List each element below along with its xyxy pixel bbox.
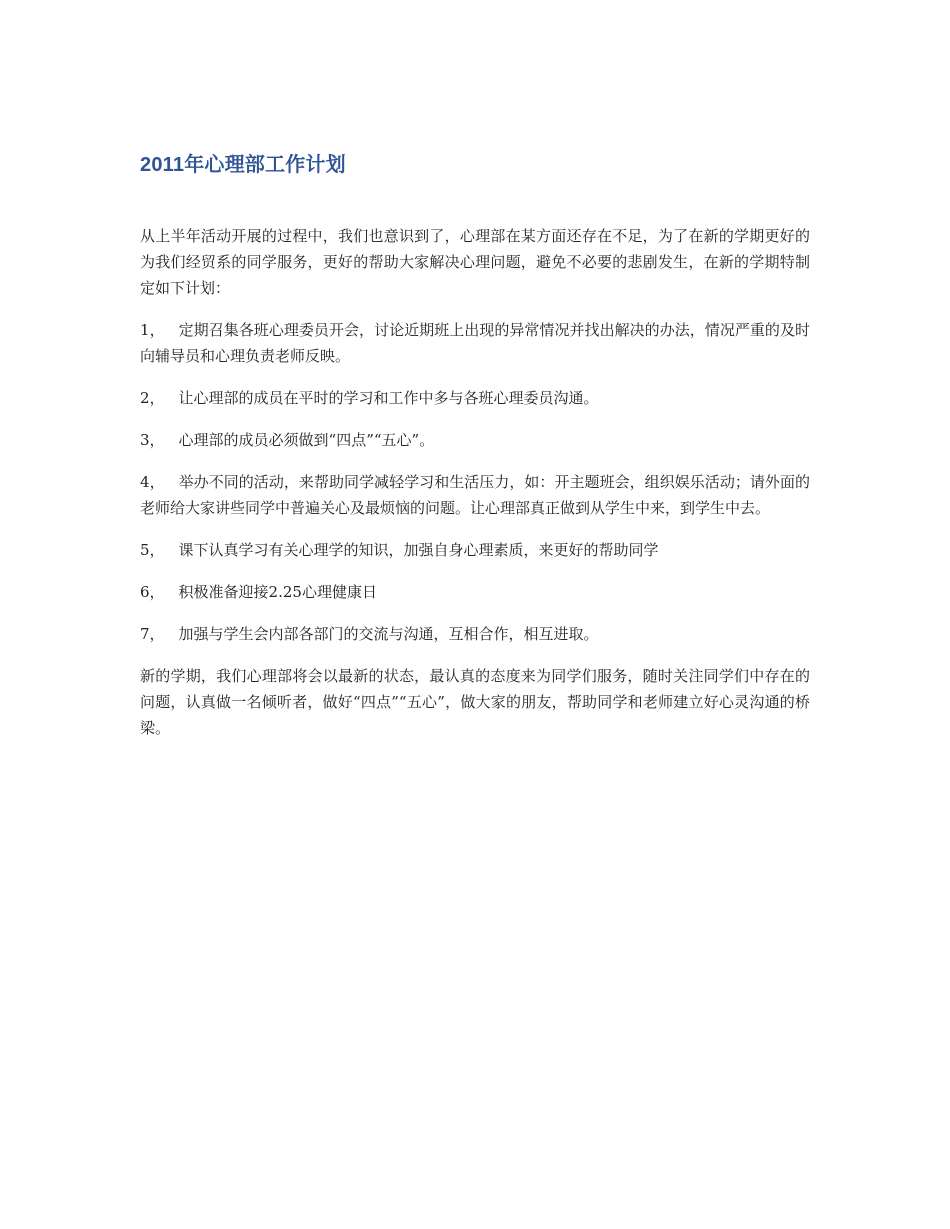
item-text: 定期召集各班心理委员开会，讨论近期班上出现的异常情况并找出解决的办法，情况严重的及时向辅导员和心理负责老师反映。 <box>140 321 811 365</box>
document-page <box>140 150 810 757</box>
item-number: 1， <box>140 321 165 339</box>
item-text: 举办不同的活动，来帮助同学减轻学习和生活压力，如：开主题班会，组织娱乐活动；请外面的老师给大家讲些同学中普遍关心及最烦恼的问题。让心理部真正做到从学生中来，到学生中去。 <box>140 473 811 517</box>
intro-paragraph: 从上半年活动开展的过程中，我们也意识到了，心理部在某方面还存在不足，为了在新的学期更好的为我们经贸系的同学服务，更好的帮助大家解决心理问题，避免不必要的悲剧发生，在新的学期特制定如下计划： <box>140 227 810 297</box>
item-text: 让心理部的成员在平时的学习和工作中多与各班心理委员沟通。 <box>178 389 599 407</box>
plan-item-5 <box>140 537 810 563</box>
item-number: 6， <box>140 583 165 601</box>
plan-item-3 <box>140 427 810 453</box>
item-number: 2， <box>140 389 165 407</box>
closing-paragraph: 新的学期，我们心理部将会以最新的状态，最认真的态度来为同学们服务，随时关注同学们中存在的问题，认真做一名倾听者，做好“四点”“五心”，做大家的朋友，帮助同学和老师建立好心灵沟通的桥梁。 <box>140 667 810 737</box>
item-text: 心理部的成员必须做到“四点”“五心”。 <box>178 431 435 449</box>
item-number: 3， <box>140 431 165 449</box>
plan-item-4 <box>140 469 810 521</box>
item-text: 加强与学生会内部各部门的交流与沟通，互相合作，相互进取。 <box>178 625 599 643</box>
item-text: 积极准备迎接2.25心理健康日 <box>178 583 377 601</box>
plan-item-2 <box>140 385 810 411</box>
plan-item-6 <box>140 579 810 605</box>
item-number: 4， <box>140 473 165 491</box>
document-title: 2011年心理部工作计划 <box>140 154 346 176</box>
plan-item-1 <box>140 317 810 369</box>
plan-item-7 <box>140 621 810 647</box>
item-text: 课下认真学习有关心理学的知识，加强自身心理素质，来更好的帮助同学 <box>178 541 659 559</box>
item-number: 7， <box>140 625 165 643</box>
item-number: 5， <box>140 541 165 559</box>
